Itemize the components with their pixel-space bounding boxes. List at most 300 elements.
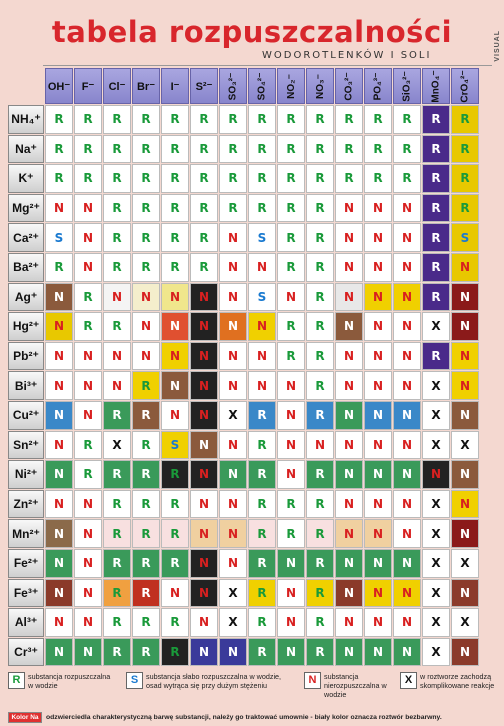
table-cell: R — [248, 638, 276, 667]
table-cell: N — [219, 283, 247, 312]
table-cell: R — [103, 401, 131, 430]
table-cell: N — [161, 371, 189, 400]
table-cell: R — [161, 638, 189, 667]
table-cell: R — [306, 490, 334, 519]
table-cell: N — [74, 342, 102, 371]
table-cell: R — [132, 194, 160, 223]
table-cell: R — [103, 608, 131, 637]
table-cell: N — [364, 608, 392, 637]
table-cell: R — [103, 579, 131, 608]
table-cell: N — [335, 608, 363, 637]
table-cell: N — [190, 490, 218, 519]
table-cell: X — [219, 608, 247, 637]
table-cell: N — [364, 312, 392, 341]
table-cell: R — [277, 342, 305, 371]
cation-header: Zn²⁺ — [8, 490, 44, 519]
table-cell: R — [335, 164, 363, 193]
kolor-box: Kolor Na — [8, 712, 42, 723]
table-cell: S — [161, 431, 189, 460]
table-cell: R — [306, 519, 334, 548]
table-cell: N — [45, 283, 73, 312]
legend-s-text: substancja słabo rozpuszczalna w wodzie, osad wytrąca się przy dużym stężeniu — [146, 672, 282, 690]
table-cell: N — [393, 253, 421, 282]
table-cell: R — [306, 371, 334, 400]
table-cell: N — [45, 312, 73, 341]
cation-header: Hg²⁺ — [8, 312, 44, 341]
table-cell: N — [219, 638, 247, 667]
table-cell: N — [451, 253, 479, 282]
table-cell: N — [190, 460, 218, 489]
table-cell: N — [132, 342, 160, 371]
table-cell: R — [277, 223, 305, 252]
table-cell: R — [248, 608, 276, 637]
table-cell: X — [422, 401, 450, 430]
table-cell: N — [248, 371, 276, 400]
table-cell: N — [45, 490, 73, 519]
anion-header — [335, 68, 363, 104]
table-cell: N — [451, 312, 479, 341]
table-cell: X — [451, 549, 479, 578]
table-cell: R — [161, 490, 189, 519]
legend-s-swatch: S — [126, 672, 143, 689]
table-cell: R — [161, 105, 189, 134]
table-cell: N — [277, 431, 305, 460]
anion-label: NO₂⁻ — [285, 73, 297, 99]
table-cell: N — [219, 371, 247, 400]
table-cell: N — [393, 460, 421, 489]
table-cell: N — [45, 401, 73, 430]
table-cell: R — [422, 135, 450, 164]
table-cell: R — [74, 105, 102, 134]
table-cell: R — [364, 135, 392, 164]
table-cell: R — [132, 519, 160, 548]
table-cell: R — [45, 164, 73, 193]
table-cell: N — [190, 371, 218, 400]
table-cell: R — [190, 253, 218, 282]
table-cell: R — [219, 135, 247, 164]
table-cell: N — [364, 460, 392, 489]
table-cell: N — [393, 223, 421, 252]
table-cell: R — [132, 223, 160, 252]
cation-header: Mn²⁺ — [8, 519, 44, 548]
table-cell: R — [132, 135, 160, 164]
anion-header — [74, 68, 102, 104]
table-cell: N — [74, 194, 102, 223]
table-cell: R — [422, 194, 450, 223]
table-cell: N — [219, 253, 247, 282]
table-cell: N — [248, 342, 276, 371]
kolor-note: odzwierciedla charakterystyczną barwę substancji, należy go traktować umownie - biały kolor oznacza roztwór bezbarwny. — [46, 714, 442, 721]
table-cell: R — [335, 105, 363, 134]
legend-n-swatch: N — [304, 672, 321, 689]
table-cell: N — [364, 638, 392, 667]
table-cell: N — [393, 312, 421, 341]
table-cell: R — [422, 223, 450, 252]
table-cell: R — [103, 253, 131, 282]
table-cell: X — [422, 312, 450, 341]
table-cell: N — [335, 431, 363, 460]
anion-label: Br⁻ — [136, 80, 156, 93]
table-cell: R — [161, 460, 189, 489]
table-cell: N — [364, 579, 392, 608]
table-cell: R — [422, 164, 450, 193]
table-cell: N — [190, 431, 218, 460]
table-cell: N — [335, 371, 363, 400]
legend — [8, 670, 498, 724]
table-cell: N — [277, 579, 305, 608]
table-cell: N — [219, 490, 247, 519]
table-cell: R — [132, 638, 160, 667]
table-cell: R — [161, 164, 189, 193]
table-cell: N — [277, 283, 305, 312]
table-cell: N — [45, 579, 73, 608]
table-cell: R — [248, 579, 276, 608]
table-cell: X — [422, 431, 450, 460]
table-cell: N — [364, 342, 392, 371]
table-cell: R — [132, 460, 160, 489]
table-cell: R — [161, 194, 189, 223]
table-cell: R — [190, 223, 218, 252]
table-cell: R — [132, 164, 160, 193]
anion-label: NO₃⁻ — [314, 73, 326, 99]
table-cell: N — [190, 608, 218, 637]
table-cell: N — [364, 194, 392, 223]
table-cell: S — [248, 283, 276, 312]
table-cell: R — [306, 579, 334, 608]
table-cell: R — [74, 164, 102, 193]
cation-header: K⁺ — [8, 164, 44, 193]
cation-header: Na⁺ — [8, 135, 44, 164]
table-cell: R — [248, 431, 276, 460]
table-cell: R — [393, 105, 421, 134]
anion-label: MnO₄⁻ — [430, 69, 442, 103]
table-cell: N — [335, 283, 363, 312]
cation-header: Al³⁺ — [8, 608, 44, 637]
table-cell: N — [393, 371, 421, 400]
table-cell: N — [219, 460, 247, 489]
table-cell: R — [335, 135, 363, 164]
table-cell: X — [422, 371, 450, 400]
table-cell: N — [74, 549, 102, 578]
table-cell: N — [364, 401, 392, 430]
table-cell: N — [451, 579, 479, 608]
cation-header: Pb²⁺ — [8, 342, 44, 371]
table-cell: R — [103, 312, 131, 341]
table-cell: N — [190, 579, 218, 608]
table-cell: N — [277, 401, 305, 430]
legend-n-text: substancja nierozpuszczalna w wodzie — [324, 672, 387, 699]
table-cell: X — [103, 431, 131, 460]
table-cell: N — [451, 638, 479, 667]
anion-header — [248, 68, 276, 104]
table-cell: R — [248, 194, 276, 223]
table-cell: X — [422, 579, 450, 608]
table-cell: R — [45, 105, 73, 134]
table-cell: R — [306, 253, 334, 282]
table-cell: R — [161, 519, 189, 548]
table-cell: N — [219, 312, 247, 341]
table-cell: N — [219, 223, 247, 252]
divider — [43, 65, 492, 66]
table-cell: R — [277, 253, 305, 282]
table-cell: R — [306, 638, 334, 667]
table-cell: R — [190, 135, 218, 164]
table-cell: N — [364, 253, 392, 282]
table-cell: R — [190, 105, 218, 134]
table-cell: R — [393, 164, 421, 193]
table-cell: N — [393, 549, 421, 578]
table-cell: N — [335, 401, 363, 430]
table-cell: N — [132, 312, 160, 341]
table-cell: R — [393, 135, 421, 164]
anion-header — [219, 68, 247, 104]
table-cell: N — [161, 312, 189, 341]
table-cell: N — [335, 342, 363, 371]
table-cell: S — [451, 223, 479, 252]
anion-label: Cl⁻ — [108, 80, 126, 93]
table-cell: R — [132, 431, 160, 460]
table-cell: N — [451, 401, 479, 430]
table-cell: N — [277, 371, 305, 400]
table-cell: N — [364, 519, 392, 548]
table-cell: N — [364, 431, 392, 460]
table-cell: R — [451, 164, 479, 193]
table-cell: R — [161, 223, 189, 252]
table-cell: R — [190, 194, 218, 223]
table-cell: N — [74, 519, 102, 548]
table-cell: X — [422, 519, 450, 548]
table-cell: N — [219, 431, 247, 460]
table-cell: R — [132, 371, 160, 400]
table-cell: R — [103, 549, 131, 578]
table-cell: R — [219, 194, 247, 223]
anion-header — [306, 68, 334, 104]
table-cell: R — [103, 223, 131, 252]
cation-header: Fe²⁺ — [8, 549, 44, 578]
table-cell: X — [422, 608, 450, 637]
table-cell: R — [103, 519, 131, 548]
table-cell: X — [219, 579, 247, 608]
table-cell: N — [451, 283, 479, 312]
cation-header: Bi³⁺ — [8, 371, 44, 400]
cation-header: Ca²⁺ — [8, 223, 44, 252]
table-cell: R — [306, 283, 334, 312]
table-cell: R — [422, 283, 450, 312]
cation-header: NH₄⁺ — [8, 105, 44, 134]
table-cell: S — [45, 223, 73, 252]
cation-header: Cu²⁺ — [8, 401, 44, 430]
legend-x-text: w roztworze zachodzą skomplikowane reakcje — [420, 672, 495, 690]
table-cell: R — [306, 105, 334, 134]
table-cell: N — [190, 401, 218, 430]
table-cell: N — [74, 253, 102, 282]
anion-label: CO₃²⁻ — [343, 71, 355, 101]
table-cell: R — [219, 164, 247, 193]
table-cell: N — [219, 519, 247, 548]
table-cell: R — [277, 194, 305, 223]
table-cell: N — [335, 638, 363, 667]
table-cell: N — [277, 460, 305, 489]
table-corner — [8, 68, 44, 104]
table-cell: R — [277, 105, 305, 134]
anion-label: OH⁻ — [47, 80, 71, 93]
anion-header — [393, 68, 421, 104]
table-cell: R — [248, 135, 276, 164]
cation-header: Fe³⁺ — [8, 579, 44, 608]
table-cell: R — [45, 135, 73, 164]
table-cell: N — [248, 312, 276, 341]
table-cell: R — [248, 490, 276, 519]
table-cell: N — [45, 638, 73, 667]
table-cell: N — [103, 342, 131, 371]
table-cell: N — [190, 549, 218, 578]
table-cell: N — [364, 490, 392, 519]
anion-header — [161, 68, 189, 104]
legend-r-text: substancja rozpuszczalna w wodzie — [28, 672, 111, 690]
table-cell: N — [393, 401, 421, 430]
table-cell: R — [103, 164, 131, 193]
table-cell: R — [190, 164, 218, 193]
table-cell: N — [74, 490, 102, 519]
table-cell: N — [306, 431, 334, 460]
table-cell: X — [422, 549, 450, 578]
table-cell: R — [74, 431, 102, 460]
anion-header — [103, 68, 131, 104]
table-cell: N — [45, 342, 73, 371]
table-cell: N — [103, 371, 131, 400]
table-cell: X — [219, 401, 247, 430]
cation-header: Mg²⁺ — [8, 194, 44, 223]
table-cell: R — [422, 342, 450, 371]
table-cell: N — [335, 549, 363, 578]
table-cell: N — [45, 194, 73, 223]
table-cell: R — [306, 223, 334, 252]
table-cell: R — [306, 401, 334, 430]
cation-header: Ba²⁺ — [8, 253, 44, 282]
table-cell: R — [277, 135, 305, 164]
cation-header: Ag⁺ — [8, 283, 44, 312]
table-cell: N — [190, 283, 218, 312]
table-cell: R — [248, 460, 276, 489]
table-cell: N — [277, 608, 305, 637]
table-cell: N — [393, 431, 421, 460]
table-cell: R — [132, 490, 160, 519]
cation-header: Cr³⁺ — [8, 638, 44, 667]
table-cell: N — [451, 490, 479, 519]
table-cell: N — [161, 283, 189, 312]
table-cell: R — [45, 253, 73, 282]
table-cell: N — [74, 638, 102, 667]
table-cell: R — [277, 312, 305, 341]
table-cell: N — [74, 223, 102, 252]
anion-header — [45, 68, 73, 104]
table-cell: N — [335, 223, 363, 252]
table-cell: R — [132, 579, 160, 608]
table-cell: R — [103, 194, 131, 223]
table-cell: N — [451, 460, 479, 489]
table-cell: N — [335, 579, 363, 608]
table-cell: N — [335, 194, 363, 223]
table-cell: R — [219, 105, 247, 134]
table-cell: N — [161, 579, 189, 608]
table-cell: R — [132, 549, 160, 578]
table-cell: R — [161, 135, 189, 164]
table-cell: N — [45, 549, 73, 578]
table-cell: N — [45, 371, 73, 400]
table-cell: N — [45, 431, 73, 460]
anion-header — [364, 68, 392, 104]
table-cell: R — [306, 135, 334, 164]
table-cell: N — [132, 283, 160, 312]
table-cell: N — [190, 519, 218, 548]
table-cell: N — [277, 549, 305, 578]
table-cell: N — [451, 342, 479, 371]
anion-header — [190, 68, 218, 104]
table-cell: X — [451, 608, 479, 637]
anion-label: PO₄³⁻ — [372, 72, 384, 100]
table-cell: N — [190, 312, 218, 341]
table-cell: N — [45, 608, 73, 637]
anion-header — [422, 68, 450, 104]
table-cell: N — [364, 283, 392, 312]
table-cell: R — [74, 312, 102, 341]
table-cell: N — [74, 608, 102, 637]
table-cell: N — [364, 223, 392, 252]
table-cell: N — [393, 579, 421, 608]
anion-label: S²⁻ — [195, 80, 213, 93]
table-cell: R — [132, 401, 160, 430]
table-cell: N — [393, 519, 421, 548]
table-cell: N — [277, 638, 305, 667]
table-cell: N — [74, 371, 102, 400]
table-cell: N — [364, 371, 392, 400]
table-cell: R — [451, 135, 479, 164]
table-cell: N — [451, 519, 479, 548]
table-cell: R — [422, 253, 450, 282]
table-cell: N — [190, 638, 218, 667]
anion-label: I⁻ — [170, 80, 180, 93]
anion-label: SO₄²⁻ — [256, 72, 268, 100]
table-cell: N — [393, 490, 421, 519]
table-cell: R — [306, 194, 334, 223]
table-cell: R — [277, 490, 305, 519]
table-cell: R — [161, 253, 189, 282]
anion-header — [132, 68, 160, 104]
table-cell: N — [161, 401, 189, 430]
table-cell: R — [103, 135, 131, 164]
table-cell: R — [161, 608, 189, 637]
legend-x-swatch: X — [400, 672, 417, 689]
page-subtitle: WODOROTLENKÓW I SOLI — [262, 50, 432, 61]
table-cell: N — [74, 579, 102, 608]
table-cell: R — [132, 105, 160, 134]
table-cell: N — [422, 460, 450, 489]
anion-header — [277, 68, 305, 104]
table-cell: R — [161, 549, 189, 578]
table-cell: R — [306, 164, 334, 193]
table-cell: R — [306, 460, 334, 489]
brand-label: VISUAL — [494, 30, 501, 62]
table-cell: R — [74, 283, 102, 312]
table-cell: N — [103, 283, 131, 312]
table-cell: R — [248, 519, 276, 548]
table-cell: R — [103, 105, 131, 134]
table-cell: R — [451, 194, 479, 223]
table-cell: R — [248, 105, 276, 134]
anion-label: SiO₃²⁻ — [401, 70, 413, 102]
table-cell: X — [422, 638, 450, 667]
table-cell: R — [306, 342, 334, 371]
